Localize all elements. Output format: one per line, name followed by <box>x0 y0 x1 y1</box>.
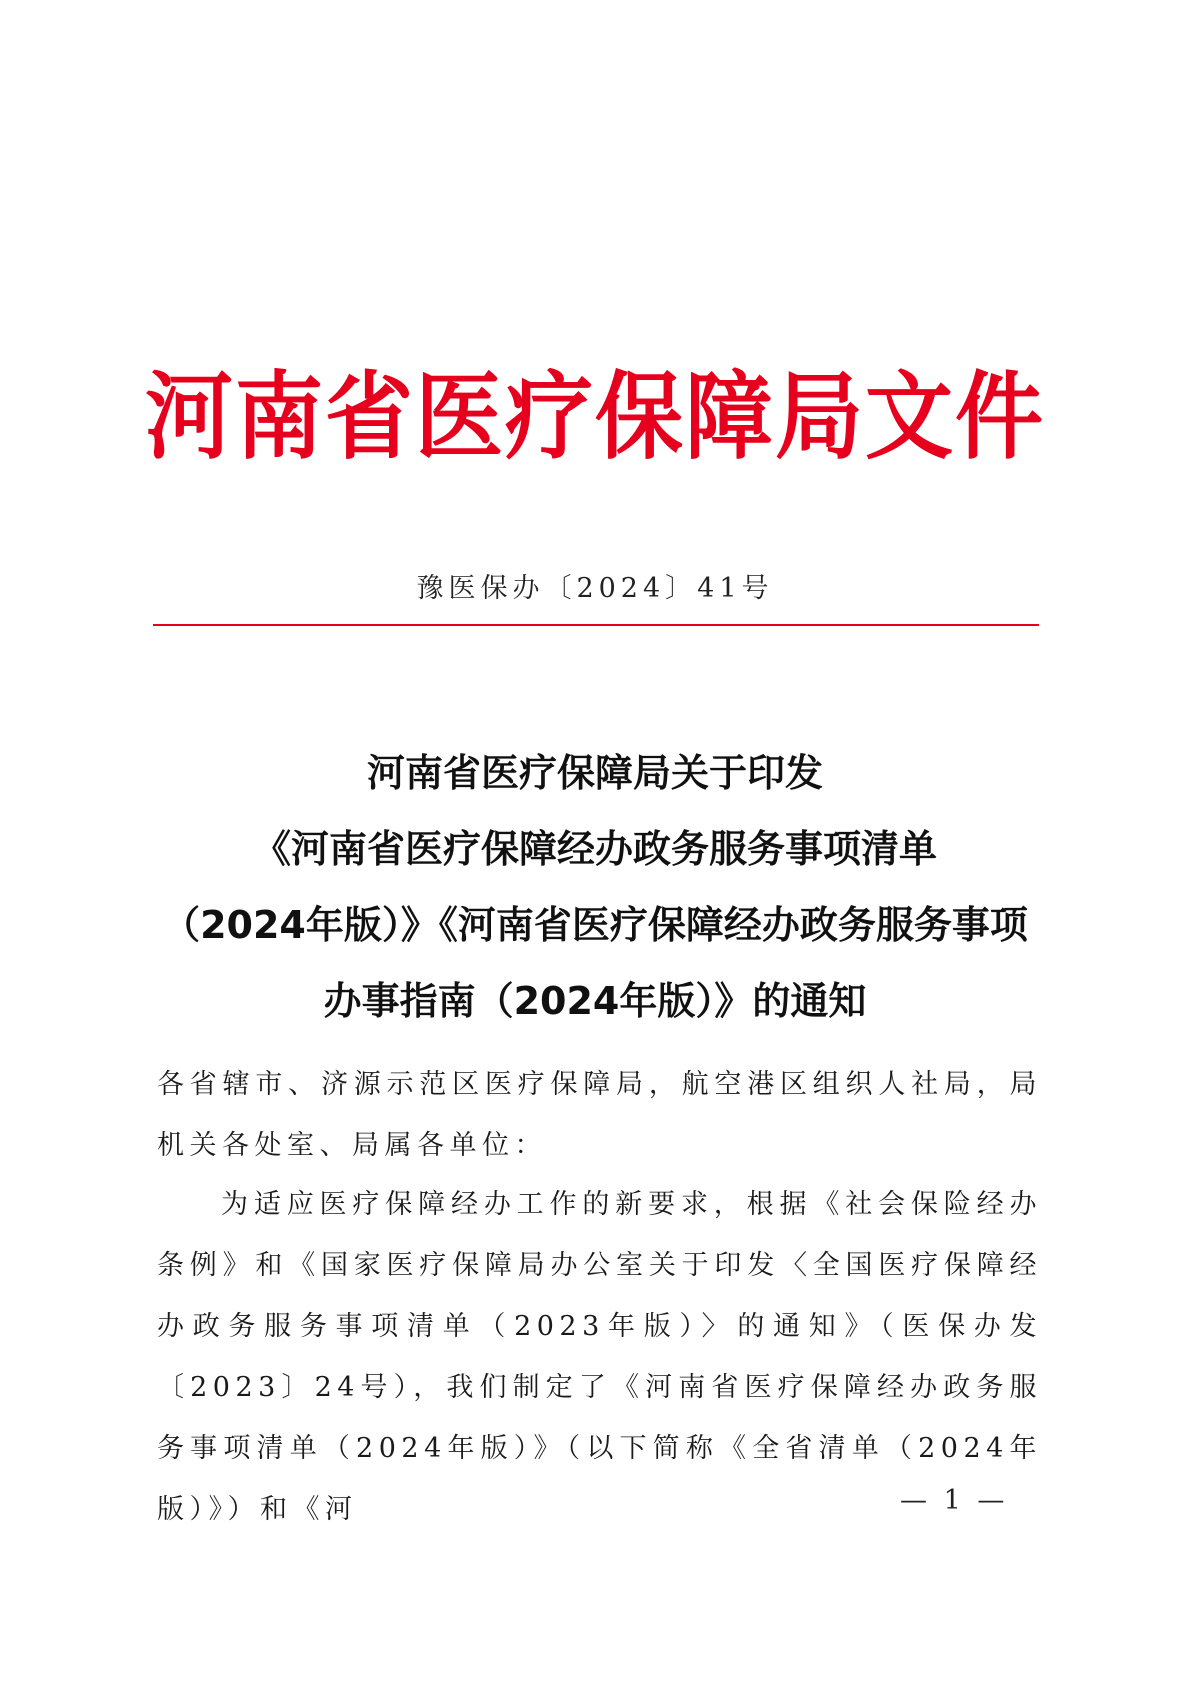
title-line: （2024年版）》《河南省医疗保障经办政务服务事项 <box>162 903 1028 947</box>
title-line: 《河南省医疗保障经办政务服务事项清单 <box>252 827 937 871</box>
document-number: 豫医保办〔2024〕41号 <box>416 573 774 604</box>
body-paragraph: 为适应医疗保障经办工作的新要求，根据《社会保险经办条例》和《国家医疗保障局办公室关于印发〈全国医疗保障经办政务服务事项清单（2023年版）〉的通知》（医保办发〔2023〕24号），我们制定了《河南省医疗保障经办政务服务事项清单（2024年版）》（以下简称《全省清单（2024年版）》）和《河 <box>157 1189 1042 1525</box>
issuer-masthead: 河南省医疗保障局文件 <box>144 359 1045 473</box>
red-separator-line <box>153 624 1039 626</box>
title-line: 办事指南（2024年版）》的通知 <box>323 979 867 1023</box>
title-line: 河南省医疗保障局关于印发 <box>366 751 823 795</box>
addressee: 各省辖市、济源示范区医疗保障局，航空港区组织人社局，局机关各处室、局属各单位： <box>157 1069 1042 1161</box>
page-number: — 1 — <box>900 1485 1009 1516</box>
document-title <box>100 735 1090 1039</box>
